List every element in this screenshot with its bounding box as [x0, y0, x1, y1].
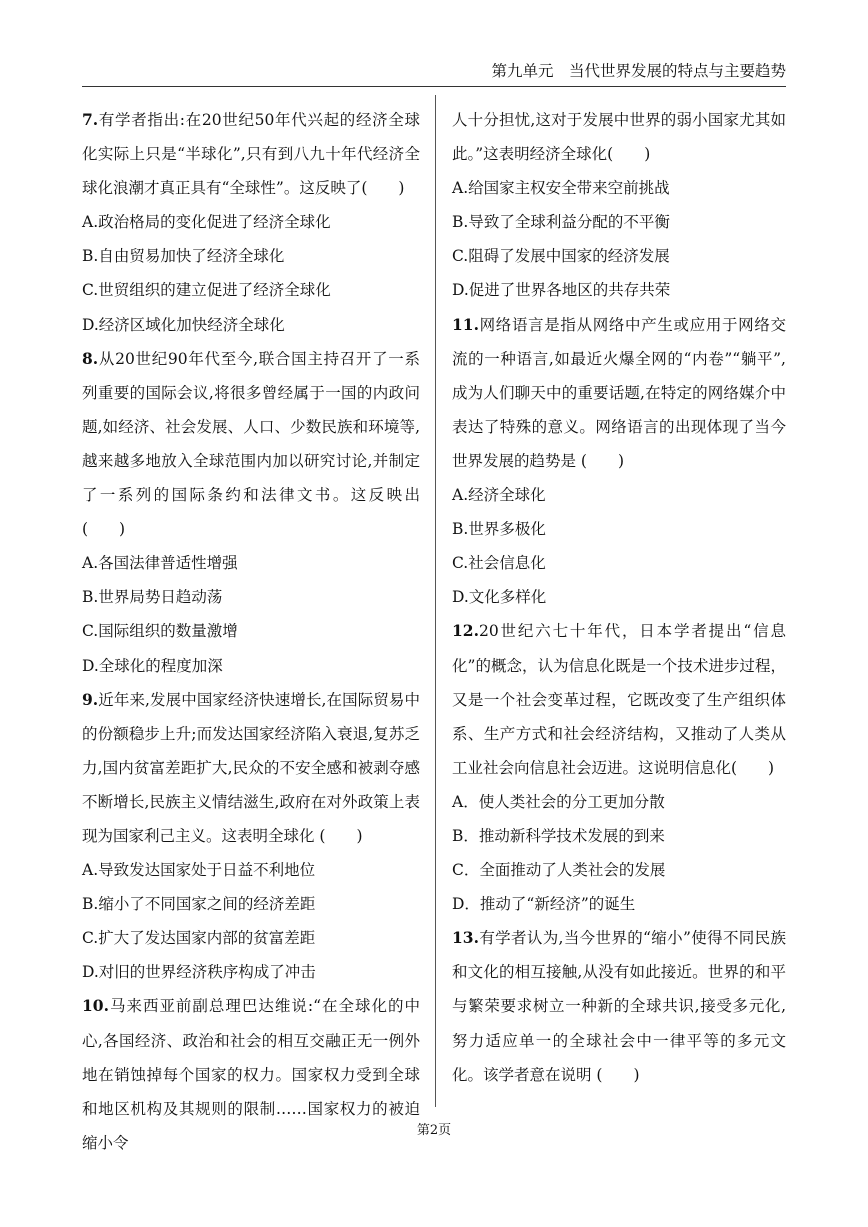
question-stem [452, 921, 786, 1091]
question-number: 10. [82, 996, 109, 1016]
question-9 [82, 683, 420, 990]
option-d: D．推动了“新经济”的诞生 [452, 895, 636, 914]
option-a: A.政治格局的变化促进了经济全球化 [82, 213, 331, 232]
option-b: B.缩小了不同国家之间的经济差距 [82, 895, 316, 914]
option-b: B.自由贸易加快了经济全球化 [82, 247, 285, 266]
page-footer [0, 1122, 868, 1140]
question-number: 12. [452, 621, 479, 641]
option-d: D.对旧的世界经济秩序构成了冲击 [82, 963, 316, 982]
unit-title: 第九单元 当代世界发展的特点与主要趋势 [491, 62, 786, 80]
question-text: 20世纪六七十年代，日本学者提出“信息化”的概念，认为信息化既是一个技术进步过程，又是一个社会变革过程，它既改变了生产组织体系、生产方式和社会经济结构，又推动了人类从工业社会向信息社会迈进。这说明信息化( ) [452, 622, 786, 777]
question-10-continued [452, 103, 786, 308]
option-d: D.全球化的程度加深 [82, 656, 223, 675]
question-7 [82, 103, 420, 342]
column-divider [435, 95, 436, 1107]
question-stem [452, 308, 786, 478]
right-column [452, 103, 786, 1092]
option-d: D.经济区域化加快经济全球化 [82, 315, 285, 334]
option-a: A.各国法律普适性增强 [82, 554, 238, 573]
question-stem-continued: 人十分担忧,这对于发展中世界的弱小国家尤其如此。”这表明经济全球化( ) [452, 111, 786, 164]
question-text: 网络语言是指从网络中产生或应用于网络交流的一种语言,如最近火爆全网的“内卷”“躺平”,成为人们聊天中的重要话题,在特定的网络媒介中表达了特殊的意义。网络语言的出现体现了当今世界发展的趋势是 ( ) [452, 315, 786, 470]
question-number: 13. [452, 928, 479, 948]
question-8 [82, 342, 420, 683]
question-text: 从20世纪90年代至今,联合国主持召开了一系列重要的国际会议,将很多曾经属于一国的内政问题,如经济、社会发展、人口、少数民族和环境等,越来越多地放入全球范围内加以研究讨论,并制定了一系列的国际条约和法律文书。这反映出 ( ) [82, 349, 420, 539]
question-text: 近年来,发展中国家经济快速增长,在国际贸易中的份额稳步上升;而发达国家经济陷入衰退,复苏乏力,国内贫富差距扩大,民众的不安全感和被剥夺感不断增长,民族主义情结滋生,政府在对外政策上表现为国家利己主义。这表明全球化 ( ) [82, 690, 420, 845]
left-column [82, 103, 420, 1160]
question-11 [452, 308, 786, 615]
page-number: 第2页 [416, 1123, 452, 1138]
option-a: A.经济全球化 [452, 486, 546, 505]
question-stem [452, 614, 786, 784]
question-number: 7. [82, 110, 99, 129]
question-12 [452, 614, 786, 921]
question-number: 8. [82, 348, 99, 368]
option-c: C．全面推动了人类社会的发展 [452, 861, 666, 880]
question-13 [452, 921, 786, 1091]
option-c: C.世贸组织的建立促进了经济全球化 [82, 281, 331, 300]
question-stem [82, 683, 420, 853]
option-a: A．使人类社会的分工更加分散 [452, 792, 665, 811]
option-b: B.世界多极化 [452, 520, 546, 539]
option-c: C.阻碍了发展中国家的经济发展 [452, 247, 670, 266]
option-b: B.世界局势日趋动荡 [82, 588, 223, 607]
option-c: C.社会信息化 [452, 554, 546, 573]
option-c: C.国际组织的数量激增 [82, 622, 238, 641]
question-text: 有学者认为,当今世界的“缩小”使得不同民族和文化的相互接触,从没有如此接近。世界的和平与繁荣要求树立一种新的全球共识,接受多元化,努力适应单一的全球社会中一律平等的多元文化。该学者意在说明 ( ) [452, 929, 786, 1084]
header-rule [82, 86, 786, 87]
option-d: D.文化多样化 [452, 588, 547, 607]
question-stem [82, 342, 420, 547]
option-b: B.导致了全球利益分配的不平衡 [452, 213, 670, 232]
question-stem [82, 103, 420, 205]
option-a: A.给国家主权安全带来空前挑战 [452, 179, 670, 198]
option-d: D.促进了世界各地区的共存共荣 [452, 281, 671, 300]
question-number: 11. [452, 314, 479, 334]
page-header [82, 60, 786, 86]
option-b: B．推动新科学技术发展的到来 [452, 826, 665, 845]
option-c: C.扩大了发达国家内部的贫富差距 [82, 929, 316, 948]
option-a: A.导致发达国家处于日益不利地位 [82, 861, 316, 880]
question-text: 有学者指出:在20世纪50年代兴起的经济全球化实际上只是“半球化”,只有到八九十年代经济全球化浪潮才真正具有“全球性”。这反映了( ) [82, 111, 420, 198]
question-text: 马来西亚前副总理巴达维说:“在全球化的中心,各国经济、政治和社会的相互交融正无一例外地在销蚀掉每个国家的权力。国家权力受到全球和地区机构及其规则的限制……国家权力的被迫缩小令 [82, 997, 420, 1152]
question-number: 9. [82, 689, 99, 709]
